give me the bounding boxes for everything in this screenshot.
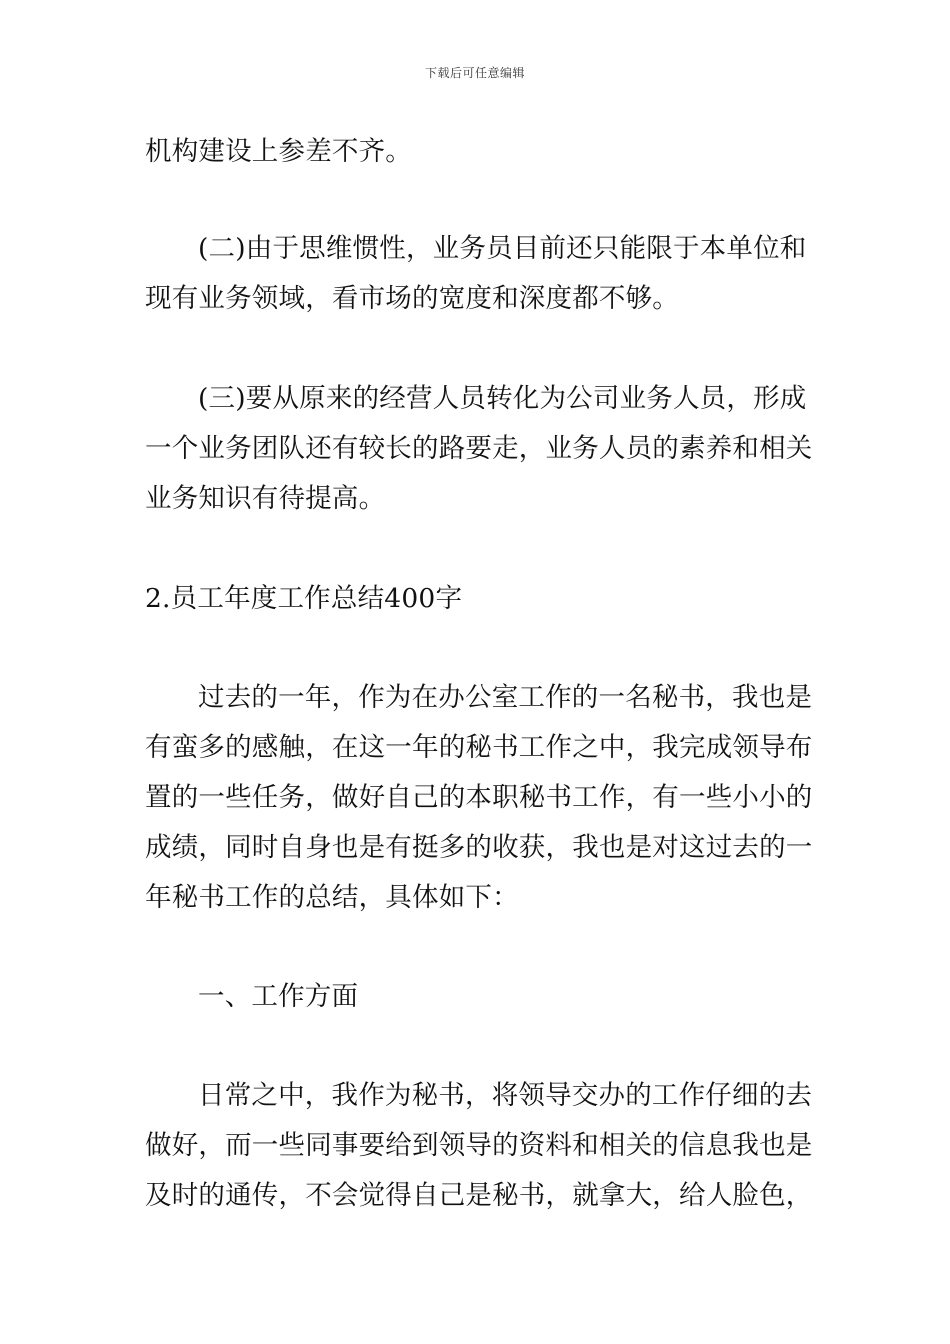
text-line: (二)由于思维惯性，业务员目前还只能限于本单位和: [198, 233, 807, 264]
text-line: 一、工作方面: [198, 981, 359, 1012]
text-line: 过去的一年，作为在办公室工作的一名秘书，我也是: [198, 682, 813, 713]
text-line: 现有业务领域，看市场的宽度和深度都不够。: [145, 283, 679, 314]
text-line: 日常之中，我作为秘书，将领导交办的工作仔细的去: [198, 1080, 813, 1111]
text-line: 业务知识有待提高。: [145, 483, 386, 514]
text-line: 2.员工年度工作总结400字: [145, 583, 463, 614]
text-line: 成绩，同时自身也是有挺多的收获，我也是对这过去的一: [145, 832, 813, 863]
text-line: 做好，而一些同事要给到领导的资料和相关的信息我也是: [145, 1130, 813, 1161]
subsection-heading: [145, 972, 807, 1022]
paragraph-work: [145, 1071, 813, 1221]
text-line: 机构建设上参差不齐。: [145, 136, 412, 167]
text-line: 一个业务团队还有较长的路要走，业务人员的素养和相关: [145, 433, 813, 464]
text-line: 有蛮多的感触，在这一年的秘书工作之中，我完成领导布: [145, 732, 813, 763]
paragraph-point-two: [145, 224, 807, 324]
page-header: 下载后可任意编辑: [424, 66, 525, 80]
text-line: 置的一些任务，做好自己的本职秘书工作，有一些小小的: [145, 782, 813, 813]
text-line: 及时的通传，不会觉得自己是秘书，就拿大，给人脸色，: [145, 1180, 813, 1211]
paragraph-continuation: [145, 127, 807, 177]
paragraph-intro: [145, 673, 813, 923]
text-line: (三)要从原来的经营人员转化为公司业务人员，形成: [198, 383, 807, 414]
section-heading: [145, 574, 807, 624]
text-line: 年秘书工作的总结，具体如下：: [145, 882, 519, 913]
paragraph-point-three: [145, 374, 813, 524]
